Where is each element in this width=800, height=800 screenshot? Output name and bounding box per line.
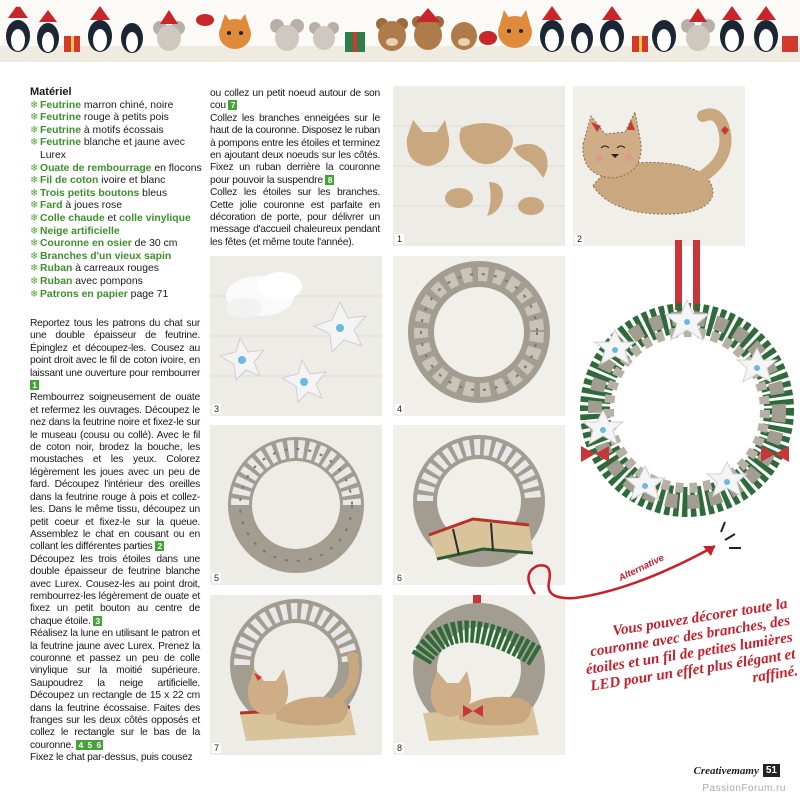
penguin-icon [600, 6, 624, 52]
gift-box-icon [632, 36, 648, 52]
penguin-icon [540, 6, 564, 52]
snowflake-bullet-icon: ❄ [30, 99, 39, 111]
photo-number: 3 [214, 404, 220, 414]
material-item: ❄ Ouate de rembourrage en flocons [30, 162, 202, 174]
penguin-icon [121, 23, 143, 53]
material-item: ❄ Couronne en osier de 30 cm [30, 238, 178, 250]
material-item: ❄ Ruban avec pompons [30, 275, 143, 287]
snowy-wreath-illustration [210, 425, 382, 585]
gift-box-icon [64, 36, 80, 52]
photo-number: 8 [397, 743, 403, 753]
instructions-column-left [30, 318, 200, 765]
snowflake-bullet-icon: ❄ [30, 124, 39, 136]
penguin-icon [754, 6, 778, 52]
material-item: ❄ Feutrine rouge à petits pois [30, 112, 169, 124]
bird-icon [479, 31, 497, 45]
cat-icon [219, 14, 251, 49]
step-badge: 2 [155, 541, 164, 551]
alternative-label: Alternative [617, 552, 666, 584]
material-item: ❄ Trois petits boutons bleus [30, 187, 168, 199]
step-badge: 4 [76, 740, 85, 750]
photo-step-3 [210, 256, 382, 416]
penguin-icon [88, 6, 112, 52]
instruction-paragraph: Rembourrez soigneusement de ouate et refermez les ouvrages. Découpez le nez dans la feutrine noire et fixez-le sur le museau (cousu ou collé). Avec le fil de coton noir, brodez la bouche, les moustaches et les yeux. Colorez légèrement les joues avec un peu de fard. Découpez l'intérieur des oreilles dans la feutrine rouge à pois et collez-les. Dans le même tissu, découpez un petit coeur et fixez-le sur la queue. Assemblez le chat en cousant ou en collant les différentes parties [30, 392, 200, 553]
photo-number: 1 [397, 234, 403, 244]
step-badge: 5 [85, 740, 94, 750]
alternative-text: Vous pouvez décorer toute la couronne avec des branches, des étoiles et un fil de petites lumières LED pour un effet plus élégant et raffiné. [584, 596, 800, 695]
snowflake-bullet-icon: ❄ [30, 187, 39, 199]
bear-icon [451, 22, 477, 50]
instruction-paragraph: Réalisez la lune en utilisant le patron et la feutrine jaune avec Lurex. Prenez la couronne et passez un peu de colle vinylique sur la moitié supérieure. Saupoudrez la neige artificielle. Découpez un rectangle de 15 x 22 cm dans la feutrine écossaise. Faites des franges sur les deux côtés opposés et collez le rectangle sur le bas de la couronne. [30, 628, 200, 751]
wicker-wreath-illustration [393, 256, 565, 416]
instruction-paragraph: Reportez tous les patrons du chat sur une double épaisseur de feutrine. Épinglez et découpez-les. Cousez au point droit avec le fil de coton ivoire, en laissant une ouverture pour rembourrer [30, 318, 200, 379]
mouse-icon [309, 22, 339, 50]
snowflake-bullet-icon: ❄ [30, 200, 39, 212]
snowflake-bullet-icon: ❄ [30, 225, 39, 237]
felt-stars-illustration [210, 256, 382, 416]
step-badge: 1 [30, 380, 39, 390]
snowflake-bullet-icon: ❄ [30, 238, 39, 250]
snowflake-bullet-icon: ❄ [30, 250, 39, 262]
decorative-banner [0, 0, 800, 62]
snowflake-bullet-icon: ❄ [30, 137, 39, 149]
alternative-wreath-image [575, 240, 800, 530]
bird-icon [196, 14, 214, 26]
mouse-icon [153, 10, 185, 51]
photo-number: 5 [214, 573, 220, 583]
material-item: ❄ Fard à joues rose [30, 200, 123, 212]
snowflake-bullet-icon: ❄ [30, 263, 39, 275]
step-badge: 6 [94, 740, 103, 750]
snowflake-bullet-icon: ❄ [30, 288, 39, 300]
photo-number: 6 [397, 573, 403, 583]
photo-number: 4 [397, 404, 403, 414]
penguin-icon [720, 6, 744, 52]
gift-box-icon [345, 32, 365, 52]
materials-heading: Matériel [30, 86, 72, 98]
penguin-icon [652, 20, 676, 52]
penguin-icon [571, 23, 593, 53]
snowflake-bullet-icon: ❄ [30, 275, 39, 287]
material-item: ❄ Branches d'un vieux sapin [30, 250, 172, 262]
material-item: ❄ Neige artificielle [30, 225, 120, 237]
photo-step-2 [573, 86, 745, 246]
photo-step-5 [210, 425, 382, 585]
cat-icon [498, 10, 532, 48]
wreath-with-cat-illustration [210, 595, 382, 755]
watermark: PassionForum.ru [702, 783, 786, 794]
instructions-column-right [210, 88, 380, 249]
photo-number: 7 [214, 743, 220, 753]
material-item: ❄ Feutrine à motifs écossais [30, 124, 164, 136]
bear-icon [412, 8, 444, 50]
penguin-icon [6, 1, 30, 52]
page-number: 51 [763, 764, 780, 777]
photo-number: 2 [577, 234, 583, 244]
star-wreath-illustration [575, 240, 800, 530]
gift-box-icon [782, 36, 798, 52]
photo-step-4 [393, 256, 565, 416]
penguin-icon [37, 10, 59, 53]
snowflake-bullet-icon: ❄ [30, 212, 39, 224]
instruction-paragraph: ou collez un petit noeud autour de son cou [210, 88, 380, 112]
brand-logo: Creativemamy [693, 764, 759, 777]
material-item: ❄ Feutrine blanche et jaune avec Lurex [30, 137, 185, 161]
instruction-paragraph: Fixez le chat par-dessus, puis cousez [30, 752, 193, 764]
material-item: ❄ Feutrine marron chiné, noire [30, 99, 174, 111]
christmas-animals-illustration [0, 0, 800, 62]
materials-list [30, 86, 208, 301]
photo-step-7 [210, 595, 382, 755]
step-badge: 7 [228, 100, 237, 110]
snowflake-bullet-icon: ❄ [30, 162, 39, 174]
material-item: ❄ Fil de coton ivoire et blanc [30, 175, 166, 187]
instruction-paragraph: Collez les étoiles sur les branches. Cette jolie couronne est parfaite en décoration de porte, pour délivrer un message d'accueil chaleureux pendant les fêtes (et même toute l'année). [210, 187, 380, 248]
snowflake-bullet-icon: ❄ [30, 175, 39, 187]
mouse-icon [681, 8, 715, 51]
photo-step-1 [393, 86, 565, 246]
felt-cat-pieces-illustration [393, 86, 565, 246]
step-badge: 3 [93, 616, 102, 626]
instruction-paragraph: Collez les branches enneigées sur le haut de la couronne. Disposez le ruban à pompons entre les étoiles et terminez en ajoutant deux noeuds sur les côtés. Fixez un ruban derrière la couronne pour pouvoir la suspendre [210, 112, 380, 186]
material-item: ❄ Colle chaude et colle vinylique [30, 212, 191, 224]
instruction-paragraph: Découpez les trois étoiles dans une double épaisseur de feutrine blanche avec Lurex. Cousez-les au point droit, rembourrez-les légèrement de ouate et fixez un petit bouton au centre de chaque étoile. [30, 553, 200, 627]
snowflake-bullet-icon: ❄ [30, 112, 39, 124]
material-item: ❄ Patrons en papier page 71 [30, 288, 169, 300]
felt-cat-illustration [573, 86, 745, 246]
step-badge: 8 [325, 175, 334, 185]
page-footer [694, 764, 781, 777]
material-item: ❄ Ruban à carreaux rouges [30, 263, 159, 275]
